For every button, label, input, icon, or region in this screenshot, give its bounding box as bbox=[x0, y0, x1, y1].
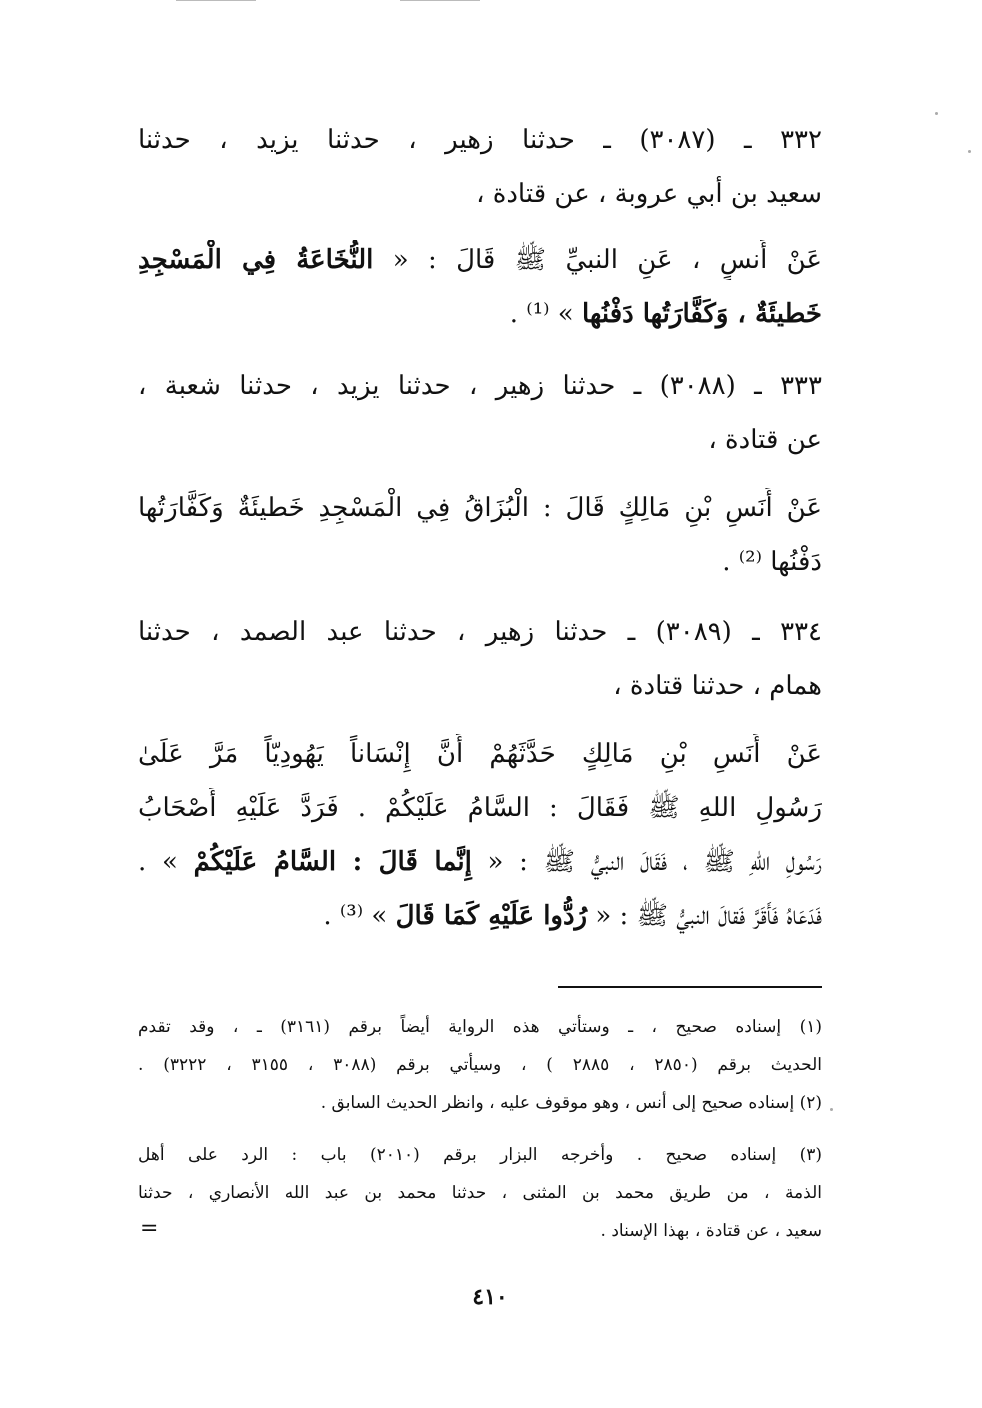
hadith-332-matn-line bbox=[138, 294, 822, 334]
matn-text: عَنْ أَنسٍ ، عَنِ النبيِّ ﷺ قَالَ : « bbox=[373, 245, 822, 275]
footnote-separator bbox=[558, 986, 822, 988]
scan-speck bbox=[968, 150, 971, 153]
hadith-333-matn-line: دَفْنُها ⁽²⁾ . bbox=[722, 547, 822, 577]
matn-text: » ⁽¹⁾ . bbox=[509, 299, 582, 329]
scan-speck bbox=[935, 112, 938, 115]
footnote-3-line: سعيد ، عن قتادة ، بهذا الإسناد . bbox=[600, 1221, 822, 1241]
hadith-333-isnad-line: عن قتادة ، bbox=[708, 425, 822, 455]
hadith-333-matn-line: عَنْ أَنَسِ بْنِ مَالِكٍ قَالَ : الْبُزَاقُ فِي الْمَسْجِدِ خَطيئَةٌ وَكَفَّارَتُها bbox=[138, 493, 822, 523]
matn-text: رَسُولِ اللهِ ﷺ ، فَقَالَ النبيُّ ﷺ : « bbox=[471, 847, 822, 877]
hadith-332-isnad-line: سعيد بن أبي عروبة ، عن قتادة ، bbox=[476, 179, 822, 209]
top-edge-mark bbox=[400, 0, 480, 1]
top-edge-mark bbox=[176, 0, 256, 1]
page-number: ٤١٠ bbox=[472, 1284, 508, 1310]
hadith-332-isnad-line: ٣٣٢ ـ (٣٠٨٧) ـ حدثنا زهير ، حدثنا يزيد ، حدثنا bbox=[138, 125, 822, 155]
hadith-334-matn-line: عَنْ أَنَسِ بْنِ مَالِكٍ حَدَّثَهُمْ أَنَّ إِنْسَاناً يَهُودِيّاً مَرَّ عَلَىٰ bbox=[138, 739, 822, 769]
matn-text: » . bbox=[138, 847, 194, 877]
continuation-mark: = bbox=[140, 1216, 159, 1241]
hadith-334-isnad-line: ٣٣٤ ـ (٣٠٨٩) ـ حدثنا زهير ، حدثنا عبد الصمد ، حدثنا bbox=[138, 617, 822, 647]
hadith-332-matn-line bbox=[138, 240, 822, 280]
matn-text: » ⁽³⁾ . bbox=[323, 901, 396, 931]
prophetic-saying: إِنَّما قَالَ : السَّامُ عَلَيْكُمْ bbox=[193, 847, 472, 877]
footnote-1-line: (١) إسناده صحيح ، ـ وستأتي هذه الرواية أيضاً برقم (٣١٦١) ـ ، وقد تقدم bbox=[138, 1017, 822, 1037]
footnote-3-line: (٣) إسناده صحيح . وأخرجه البزار برقم (٢٠١٠) باب : الرد على أهل bbox=[138, 1145, 822, 1165]
footnote-1-line: الحديث برقم (٢٨٥٠ ، ٢٨٨٥ ) ، وسيأتي برقم (٣٠٨٨ ، ٣١٥٥ ، ٣٢٢٢) . bbox=[138, 1055, 822, 1075]
hadith-334-matn-line: رَسُولِ اللهِ ﷺ فَقَالَ : السَّامُ عَلَيْكُمْ . فَرَدَّ عَلَيْهِ أَصْحَابُ bbox=[138, 793, 822, 823]
prophetic-saying: خَطيئَةٌ ، وَكَفَّارَتُها دَفْنُها bbox=[581, 299, 822, 329]
footnote-2-line: (٢) إسناده صحيح إلى أنس ، وهو موقوف عليه ، وانظر الحديث السابق . bbox=[320, 1093, 822, 1113]
hadith-334-isnad-line: همام ، حدثنا قتادة ، bbox=[613, 671, 822, 701]
hadith-334-matn-line bbox=[138, 896, 822, 936]
prophetic-saying: النُّخَاعَةُ فِي الْمَسْجِدِ bbox=[138, 245, 374, 275]
prophetic-saying: رُدُّوا عَلَيْهِ كَمَا قَالَ bbox=[395, 901, 588, 931]
hadith-333-isnad-line: ٣٣٣ ـ (٣٠٨٨) ـ حدثنا زهير ، حدثنا يزيد ، حدثنا شعبة ، bbox=[138, 371, 822, 401]
hadith-334-matn-line bbox=[138, 842, 822, 882]
matn-text: فَدَعَاهُ فَأَقَرَّ فَقالَ النبيُّ ﷺ : « bbox=[587, 901, 822, 931]
scan-speck bbox=[830, 1108, 833, 1111]
footnote-3-line: الذمة ، من طريق محمد بن المثنى ، حدثنا محمد بن عبد الله الأنصاري ، حدثنا bbox=[138, 1183, 822, 1203]
